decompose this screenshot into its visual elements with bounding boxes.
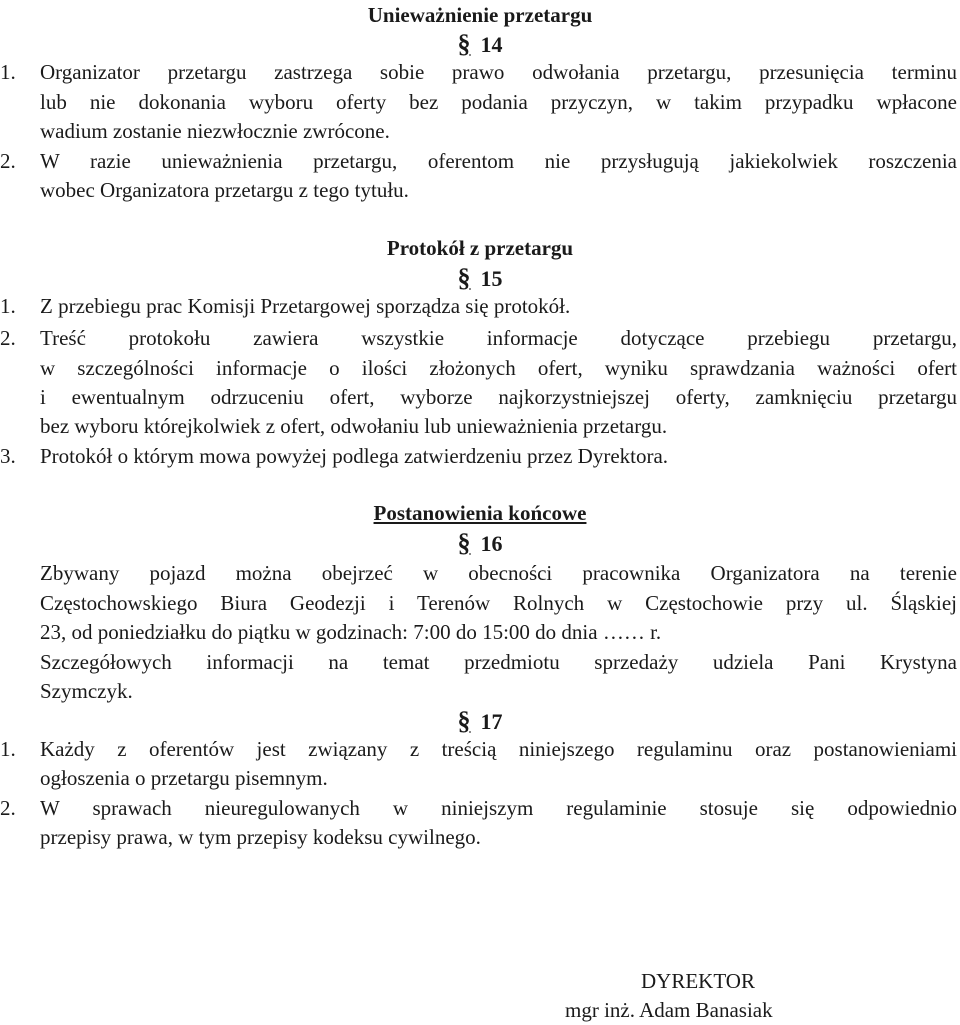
paragraph-line: Szczegółowych informacji na temat przedmiotu sprzedaży udziela Pani Krystyna — [40, 650, 957, 674]
section-16-title-text: Postanowienia końcowe — [373, 501, 587, 525]
paragraph-line: w szczególności informacje o ilości złożonych ofert, wyniku sprawdzania ważności ofert — [40, 356, 957, 380]
section-14-number — [0, 29, 960, 60]
section-symbol: § — [457, 29, 471, 58]
item-number: 2. — [0, 326, 16, 350]
paragraph-line: Szymczyk. — [40, 679, 133, 703]
paragraph-line: wobec Organizatora przetargu z tego tytułu. — [40, 178, 409, 202]
section-number: 16 — [480, 531, 503, 556]
paragraph-line: Zbywany pojazd można obejrzeć w obecności pracownika Organizatora na terenie — [40, 561, 957, 585]
item-number: 3. — [0, 444, 16, 468]
paragraph-line: Częstochowskiego Biura Geodezji i Terenów Rolnych w Częstochowie przy ul. Śląskiej — [40, 591, 957, 615]
paragraph-line: ogłoszenia o przetargu pisemnym. — [40, 766, 328, 790]
section-15-title: Protokół z przetargu — [386, 236, 574, 260]
section-number: 14 — [480, 32, 503, 57]
paragraph-line: przepisy prawa, w tym przepisy kodeksu cywilnego. — [40, 825, 481, 849]
signature-role: DYREKTOR — [641, 969, 755, 993]
paragraph-line: Protokół o którym mowa powyżej podlega zatwierdzeniu przez Dyrektora. — [40, 444, 669, 468]
paragraph-line: 23, od poniedziałku do piątku w godzinach: 7:00 do 15:00 do dnia …… r. — [40, 620, 662, 644]
item-number: 1. — [0, 60, 16, 84]
section-16-number — [0, 528, 960, 559]
section-number: 17 — [480, 709, 503, 734]
item-number: 1. — [0, 737, 16, 761]
section-17-number — [0, 706, 960, 737]
paragraph-line: lub nie dokonania wyboru oferty bez podania przyczyn, w takim przypadku wpłacone — [40, 90, 957, 114]
paragraph-line: Organizator przetargu zastrzega sobie prawo odwołania przetargu, przesunięcia terminu — [40, 60, 957, 84]
item-number: 1. — [0, 294, 16, 318]
paragraph-line: Z przebiegu prac Komisji Przetargowej sporządza się protokół. — [40, 294, 571, 318]
section-14-title: Unieważnienie przetargu — [367, 3, 593, 27]
paragraph-line: Treść protokołu zawiera wszystkie informacje dotyczące przebiegu przetargu, — [40, 326, 957, 350]
paragraph-line: bez wyboru którejkolwiek z ofert, odwołaniu lub unieważnienia przetargu. — [40, 414, 668, 438]
paragraph-line: W sprawach nieuregulowanych w niniejszym regulaminie stosuje się odpowiednio — [40, 796, 957, 820]
signature-name: mgr inż. Adam Banasiak — [565, 998, 773, 1022]
section-symbol: § — [457, 263, 471, 292]
paragraph-line: Każdy z oferentów jest związany z treścią niniejszego regulaminu oraz postanowieniami — [40, 737, 957, 761]
paragraph-line: W razie unieważnienia przetargu, oferentom nie przysługują jakiekolwiek roszczenia — [40, 149, 957, 173]
item-number: 2. — [0, 796, 16, 820]
section-symbol: § — [457, 528, 471, 557]
paragraph-line: i ewentualnym odrzuceniu ofert, wyborze najkorzystniejszej oferty, zamknięciu przetargu — [40, 385, 957, 409]
section-15-number — [0, 263, 960, 294]
item-number: 2. — [0, 149, 16, 173]
section-number: 15 — [480, 266, 503, 291]
section-symbol: § — [457, 706, 471, 735]
paragraph-line: wadium zostanie niezwłocznie zwrócone. — [40, 119, 390, 143]
section-16-title — [0, 498, 960, 528]
